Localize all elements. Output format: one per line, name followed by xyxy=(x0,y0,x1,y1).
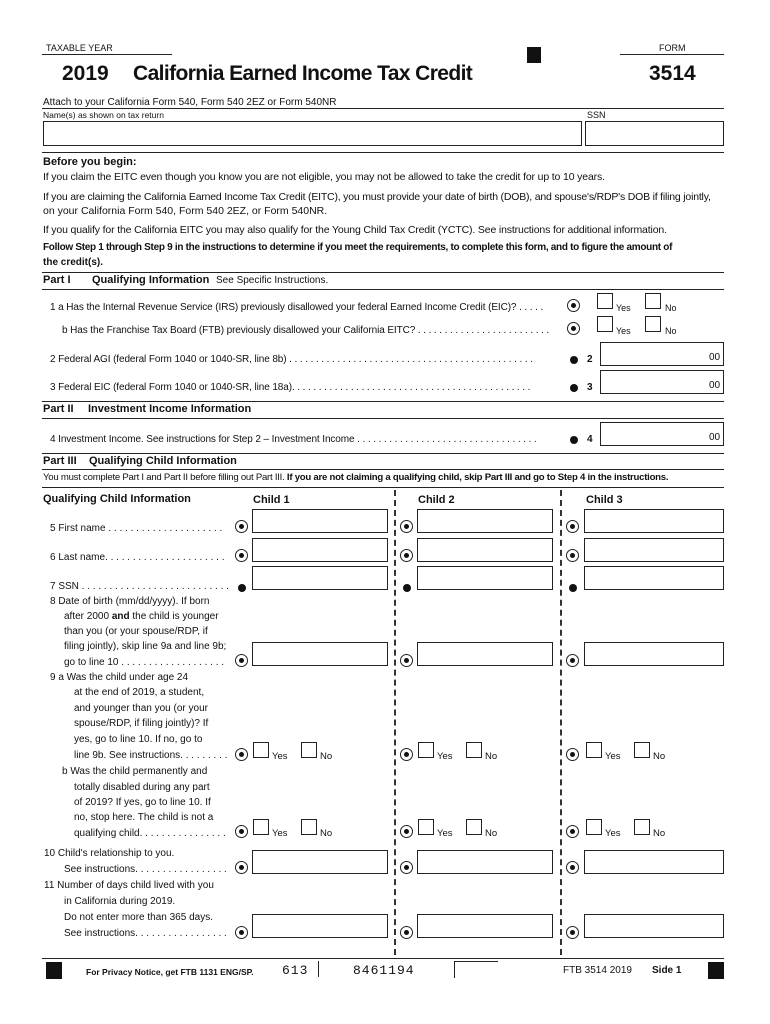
child-2-9b-yes-checkbox[interactable] xyxy=(418,819,434,835)
child-3-9b-no-checkbox[interactable] xyxy=(634,819,650,835)
form-code-1: 613 xyxy=(282,963,309,978)
child-2-9a-yes-label: Yes xyxy=(437,751,453,762)
child-2-9a-no-checkbox[interactable] xyxy=(466,742,482,758)
line-7-label: 7 SSN . . . . . . . . . . . . . . . . . . . . . . . . . . . xyxy=(50,581,229,592)
child-3-days-input[interactable] xyxy=(584,914,724,938)
child-2-days-input[interactable] xyxy=(417,914,553,938)
ssn-input[interactable] xyxy=(585,121,724,146)
side-label: Side 1 xyxy=(652,965,682,976)
part3-intro-bold: If you are not claiming a qualifying child, skip Part III and go to Step 4 in the instructions. xyxy=(286,472,669,483)
line-1a-marker xyxy=(567,299,580,312)
child-1-9b-yes-checkbox[interactable] xyxy=(253,819,269,835)
child-1-9b-no-checkbox[interactable] xyxy=(301,819,317,835)
line-8-text-5: go to line 10 . . . . . . . . . . . . . . . . . . . xyxy=(64,657,225,668)
child-3-dob-marker xyxy=(566,654,579,667)
name-input[interactable] xyxy=(43,121,582,146)
line-1a-yes-label: Yes xyxy=(616,303,631,313)
child-3-first-name-input[interactable] xyxy=(584,509,724,533)
child-1-9a-yes-checkbox[interactable] xyxy=(253,742,269,758)
ssn-label: SSN xyxy=(587,110,606,120)
line-9a-text-5: yes, go to line 10. If no, go to xyxy=(74,734,203,745)
line-11-text-4: See instructions. . . . . . . . . . . . . . . . . xyxy=(64,928,227,939)
form-label: FORM xyxy=(659,43,686,53)
child-2-last-name-marker xyxy=(400,549,413,562)
child-1-relationship-input[interactable] xyxy=(252,850,388,874)
child-2-first-name-input[interactable] xyxy=(417,509,553,533)
line-9a-text-6: line 9b. See instructions. . . . . . . . . xyxy=(74,750,228,761)
part3-label: Part III xyxy=(43,455,77,467)
line-3-marker xyxy=(570,384,578,392)
line-2-number: 2 xyxy=(587,354,593,365)
line-1a-no-label: No xyxy=(665,303,677,313)
line-4-number: 4 xyxy=(587,434,593,445)
line-1b-no-label: No xyxy=(665,326,677,336)
form-code-2: 8461194 xyxy=(353,963,415,978)
child-3-relationship-input[interactable] xyxy=(584,850,724,874)
line-1b-no-checkbox[interactable] xyxy=(645,316,661,332)
child-2-last-name-input[interactable] xyxy=(417,538,553,562)
child-2-days-marker xyxy=(400,926,413,939)
line-11-text-3: Do not enter more than 365 days. xyxy=(64,912,213,923)
child-1-ssn-input[interactable] xyxy=(252,566,388,590)
name-label: Name(s) as shown on tax return xyxy=(43,110,164,120)
child-2-first-name-marker xyxy=(400,520,413,533)
line-11-text-1: 11 Number of days child lived with you xyxy=(44,880,214,891)
child-1-9b-no-label: No xyxy=(320,828,333,839)
line-8-text-4: filing jointly), skip line 9a and line 9b; xyxy=(64,641,227,652)
part3-title: Qualifying Child Information xyxy=(89,455,237,467)
child-2-9b-marker xyxy=(400,825,413,838)
line-9a-text-4: spouse/RDP, if filing jointly)? If xyxy=(74,718,209,729)
line-1a-yes-checkbox[interactable] xyxy=(597,293,613,309)
line-1a-no-checkbox[interactable] xyxy=(645,293,661,309)
child-1-9a-no-checkbox[interactable] xyxy=(301,742,317,758)
tax-year: 2019 xyxy=(62,62,109,85)
child-3-9b-yes-checkbox[interactable] xyxy=(586,819,602,835)
line-8-text-2c: the child is younger xyxy=(129,611,219,622)
child-2-relationship-marker xyxy=(400,861,413,874)
line-2-input[interactable] xyxy=(600,342,724,366)
part3-intro-plain: You must complete Part I and Part II before filling out Part III. xyxy=(43,472,287,483)
child-2-dob-marker xyxy=(400,654,413,667)
child-3-dob-input[interactable] xyxy=(584,642,724,666)
child-3-9a-no-checkbox[interactable] xyxy=(634,742,650,758)
part2-title: Investment Income Information xyxy=(88,403,252,415)
line-8-text-2b: and xyxy=(111,611,130,622)
child-1-9b-marker xyxy=(235,825,248,838)
line-8-text-2 xyxy=(64,611,219,622)
before-p2b: on your California Form 540, Form 540 2EZ, or Form 540NR. xyxy=(43,205,328,217)
form-reference: FTB 3514 2019 xyxy=(563,965,632,976)
line-6-label: 6 Last name. . . . . . . . . . . . . . . . . . . . . . xyxy=(50,552,225,563)
line-1a-label: 1 a Has the Internal Revenue Service (IRS) previously disallowed your federal Earned Income Credit (EIC)? . . . . . xyxy=(50,302,544,313)
form-title: California Earned Income Tax Credit xyxy=(133,62,473,85)
child-3-9b-no-label: No xyxy=(653,828,666,839)
child-1-9a-marker xyxy=(235,748,248,761)
qualifying-child-header: Qualifying Child Information xyxy=(43,493,191,505)
child-3-last-name-input[interactable] xyxy=(584,538,724,562)
line-10-text-1: 10 Child's relationship to you. xyxy=(44,848,175,859)
child-1-last-name-input[interactable] xyxy=(252,538,388,562)
line-8-text-2a: after 2000 xyxy=(64,611,112,622)
attach-text: Attach to your California Form 540, Form 540 2EZ or Form 540NR xyxy=(43,97,337,108)
line-9a-text-1: 9 a Was the child under age 24 xyxy=(50,672,189,683)
child-3-header: Child 3 xyxy=(586,494,623,506)
child-1-9b-yes-label: Yes xyxy=(272,828,288,839)
form-number: 3514 xyxy=(649,62,696,85)
line-3-input[interactable] xyxy=(600,370,724,394)
child-1-dob-input[interactable] xyxy=(252,642,388,666)
line-1b-yes-checkbox[interactable] xyxy=(597,316,613,332)
child-2-ssn-input[interactable] xyxy=(417,566,553,590)
line-3-number: 3 xyxy=(587,382,593,393)
line-2-marker xyxy=(570,356,578,364)
child-1-header: Child 1 xyxy=(253,494,290,506)
child-3-9b-yes-label: Yes xyxy=(605,828,621,839)
child-2-9a-marker xyxy=(400,748,413,761)
line-4-label: 4 Investment Income. See instructions for Step 2 – Investment Income . . . . . . . . . . . . . . . . . . . . . . . . . . . . . . . . . . xyxy=(50,434,537,445)
child-3-days-marker xyxy=(566,926,579,939)
child-3-ssn-marker xyxy=(569,584,577,592)
line-1b-yes-label: Yes xyxy=(616,326,631,336)
child-2-9b-yes-label: Yes xyxy=(437,828,453,839)
footer-registration-mark-right xyxy=(708,962,724,979)
line-9a-text-2: at the end of 2019, a student, xyxy=(74,687,205,698)
child-1-9a-no-label: No xyxy=(320,751,333,762)
line-9a-text-3: and younger than you (or your xyxy=(74,703,208,714)
line-3-cents: 00 xyxy=(709,380,721,391)
part1-title: Qualifying Information xyxy=(92,274,210,286)
line-4-input[interactable] xyxy=(600,422,724,446)
part3-intro xyxy=(43,472,668,483)
line-4-cents: 00 xyxy=(709,432,721,443)
child-2-9b-no-label: No xyxy=(485,828,498,839)
before-p1: If you claim the EITC even though you know you are not eligible, you may not be allowed to take the credit for up to 10 years. xyxy=(43,171,605,183)
child-3-first-name-marker xyxy=(566,520,579,533)
before-p4b: the credit(s). xyxy=(43,257,104,268)
line-11-text-2: in California during 2019. xyxy=(64,896,176,907)
before-p3: If you qualify for the California EITC you may also qualify for the Young Child Tax Credit (YCTC). See instructions for additional information. xyxy=(43,224,667,236)
line-2-label: 2 Federal AGI (federal Form 1040 or 1040-SR, line 8b) . . . . . . . . . . . . . . . . . . . . . . . . . . . . . . . . . . . . . . . . . . . . . . xyxy=(50,354,533,365)
child-1-first-name-marker xyxy=(235,520,248,533)
line-8-text-3: than you (or your spouse/RDP, if xyxy=(64,626,208,637)
child-2-ssn-marker xyxy=(403,584,411,592)
before-p2a: If you are claiming the California Earned Income Tax Credit (EITC), you must provide your date of birth (DOB), and spouse's/RDP's DOB if filing jointly, xyxy=(43,191,711,203)
line-9b-text-1: b Was the child permanently and xyxy=(62,766,208,777)
child-2-relationship-input[interactable] xyxy=(417,850,553,874)
registration-mark xyxy=(527,47,541,63)
line-9b-text-5: qualifying child. . . . . . . . . . . . . . . . xyxy=(74,828,226,839)
child-2-9b-no-checkbox[interactable] xyxy=(466,819,482,835)
child-3-9b-marker xyxy=(566,825,579,838)
child-2-header: Child 2 xyxy=(418,494,455,506)
before-p4a: Follow Step 1 through Step 9 in the instructions to determine if you meet the requirements, to complete this form, and to figure the amount of xyxy=(43,242,673,253)
line-4-marker xyxy=(570,436,578,444)
line-9b-text-3: of 2019? If yes, go to line 10. If xyxy=(74,797,211,808)
taxable-year-label: TAXABLE YEAR xyxy=(46,43,113,53)
part1-note: See Specific Instructions. xyxy=(216,275,329,286)
privacy-notice: For Privacy Notice, get FTB 1131 ENG/SP. xyxy=(86,967,254,977)
child-1-days-marker xyxy=(235,926,248,939)
child-1-dob-marker xyxy=(235,654,248,667)
child-3-relationship-marker xyxy=(566,861,579,874)
line-3-label: 3 Federal EIC (federal Form 1040 or 1040-SR, line 18a). . . . . . . . . . . . . . . . . . . . . . . . . . . . . . . . . . . . . . . . . . . . . xyxy=(50,382,531,393)
child-1-ssn-marker xyxy=(238,584,246,592)
child-3-9a-yes-checkbox[interactable] xyxy=(586,742,602,758)
child-3-9a-yes-label: Yes xyxy=(605,751,621,762)
child-2-9a-no-label: No xyxy=(485,751,498,762)
line-9b-text-4: no, stop here. The child is not a xyxy=(74,812,214,823)
child-1-last-name-marker xyxy=(235,549,248,562)
child-1-first-name-input[interactable] xyxy=(252,509,388,533)
part1-label: Part I xyxy=(43,274,71,286)
footer-registration-mark-left xyxy=(46,962,62,979)
child-3-9a-no-label: No xyxy=(653,751,666,762)
child-2-9a-yes-checkbox[interactable] xyxy=(418,742,434,758)
child-3-9a-marker xyxy=(566,748,579,761)
child-3-last-name-marker xyxy=(566,549,579,562)
part2-label: Part II xyxy=(43,403,74,415)
child-1-relationship-marker xyxy=(235,861,248,874)
child-2-dob-input[interactable] xyxy=(417,642,553,666)
line-1b-label: b Has the Franchise Tax Board (FTB) previously disallowed your California EITC? . . . . . . . . . . . . . . . . . . . . . . . . . xyxy=(62,325,550,336)
line-10-text-2: See instructions. . . . . . . . . . . . . . . . . xyxy=(64,864,227,875)
line-1b-marker xyxy=(567,322,580,335)
child-1-days-input[interactable] xyxy=(252,914,388,938)
line-8-text-1: 8 Date of birth (mm/dd/yyyy). If born xyxy=(50,596,210,607)
child-3-ssn-input[interactable] xyxy=(584,566,724,590)
child-1-9a-yes-label: Yes xyxy=(272,751,288,762)
line-9b-text-2: totally disabled during any part xyxy=(74,782,210,793)
line-2-cents: 00 xyxy=(709,352,721,363)
line-5-label: 5 First name . . . . . . . . . . . . . . . . . . . . . xyxy=(50,523,223,534)
before-heading: Before you begin: xyxy=(43,156,137,168)
